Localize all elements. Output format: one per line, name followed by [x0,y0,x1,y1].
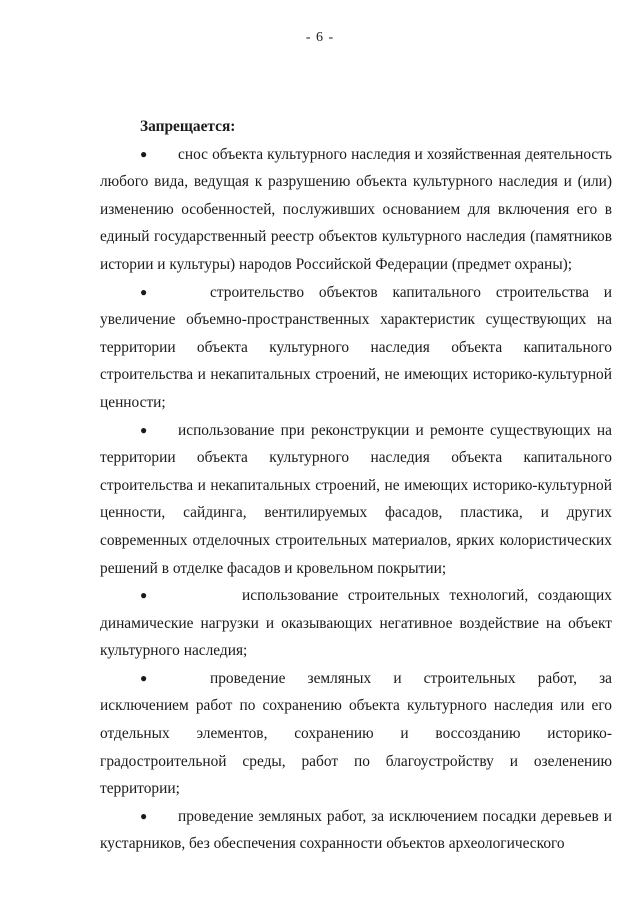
bullet-icon: ● [140,146,148,161]
prohibition-item-5 [100,665,612,803]
prohibition-text: проведение земляных работ, за исключением посадки деревьев и кустарников, без обеспечения сохранности объектов археологического [100,807,612,853]
prohibition-item-4 [100,582,612,665]
prohibition-text: использование при реконструкции и ремонте существующих на территории объекта культурного наследия объекта капитального строительства и некапитальных строений, не имеющих историко-культурной ценности, сайдинга, вентилируемых фасадов, пластика, и других современных отделочных строительных материалов, ярких колористических решений в отделке фасадов и кровельном покрытии; [100,421,612,577]
page-number: - 6 - [305,30,335,45]
prohibition-text: строительство объектов капитального строительства и увеличение объемно-пространственных характеристик существующих на территории объекта культурного наследия объекта капитального строительства и некапитальных строений, не имеющих историко-культурной ценности; [100,283,612,411]
prohibition-item-1 [100,141,612,279]
bullet-icon: ● [140,422,148,437]
section-heading: Запрещается: [140,118,236,135]
prohibition-text: проведение земляных и строительных работ, за исключением работ по сохранению объекта культурного наследия или его отдельных элементов, сохранению и воссозданию историко-градостроительной среды, работ по благоустройству и озеленению территории; [100,669,612,798]
bullet-icon: ● [140,808,148,823]
prohibition-text: снос объекта культурного наследия и хозяйственная деятельность любого вида, ведущая к разрушению объекта культурного наследия и (или) изменению особенностей, послуживших основанием для включения его в единый государственный реестр объектов культурного наследия (памятников истории и культуры) народов Российской Федерации (предмет охраны); [100,145,612,273]
bullet-icon: ● [140,284,148,299]
prohibition-text: использование строительных технологий, создающих динамические нагрузки и оказывающих негативное воздействие на объект культурного наследия; [100,587,612,660]
bullet-icon: ● [140,588,148,603]
prohibition-item-2 [100,279,612,417]
document-body [100,113,612,858]
bullet-icon: ● [140,670,148,685]
prohibition-item-6 [100,803,612,858]
prohibition-item-3 [100,417,612,583]
